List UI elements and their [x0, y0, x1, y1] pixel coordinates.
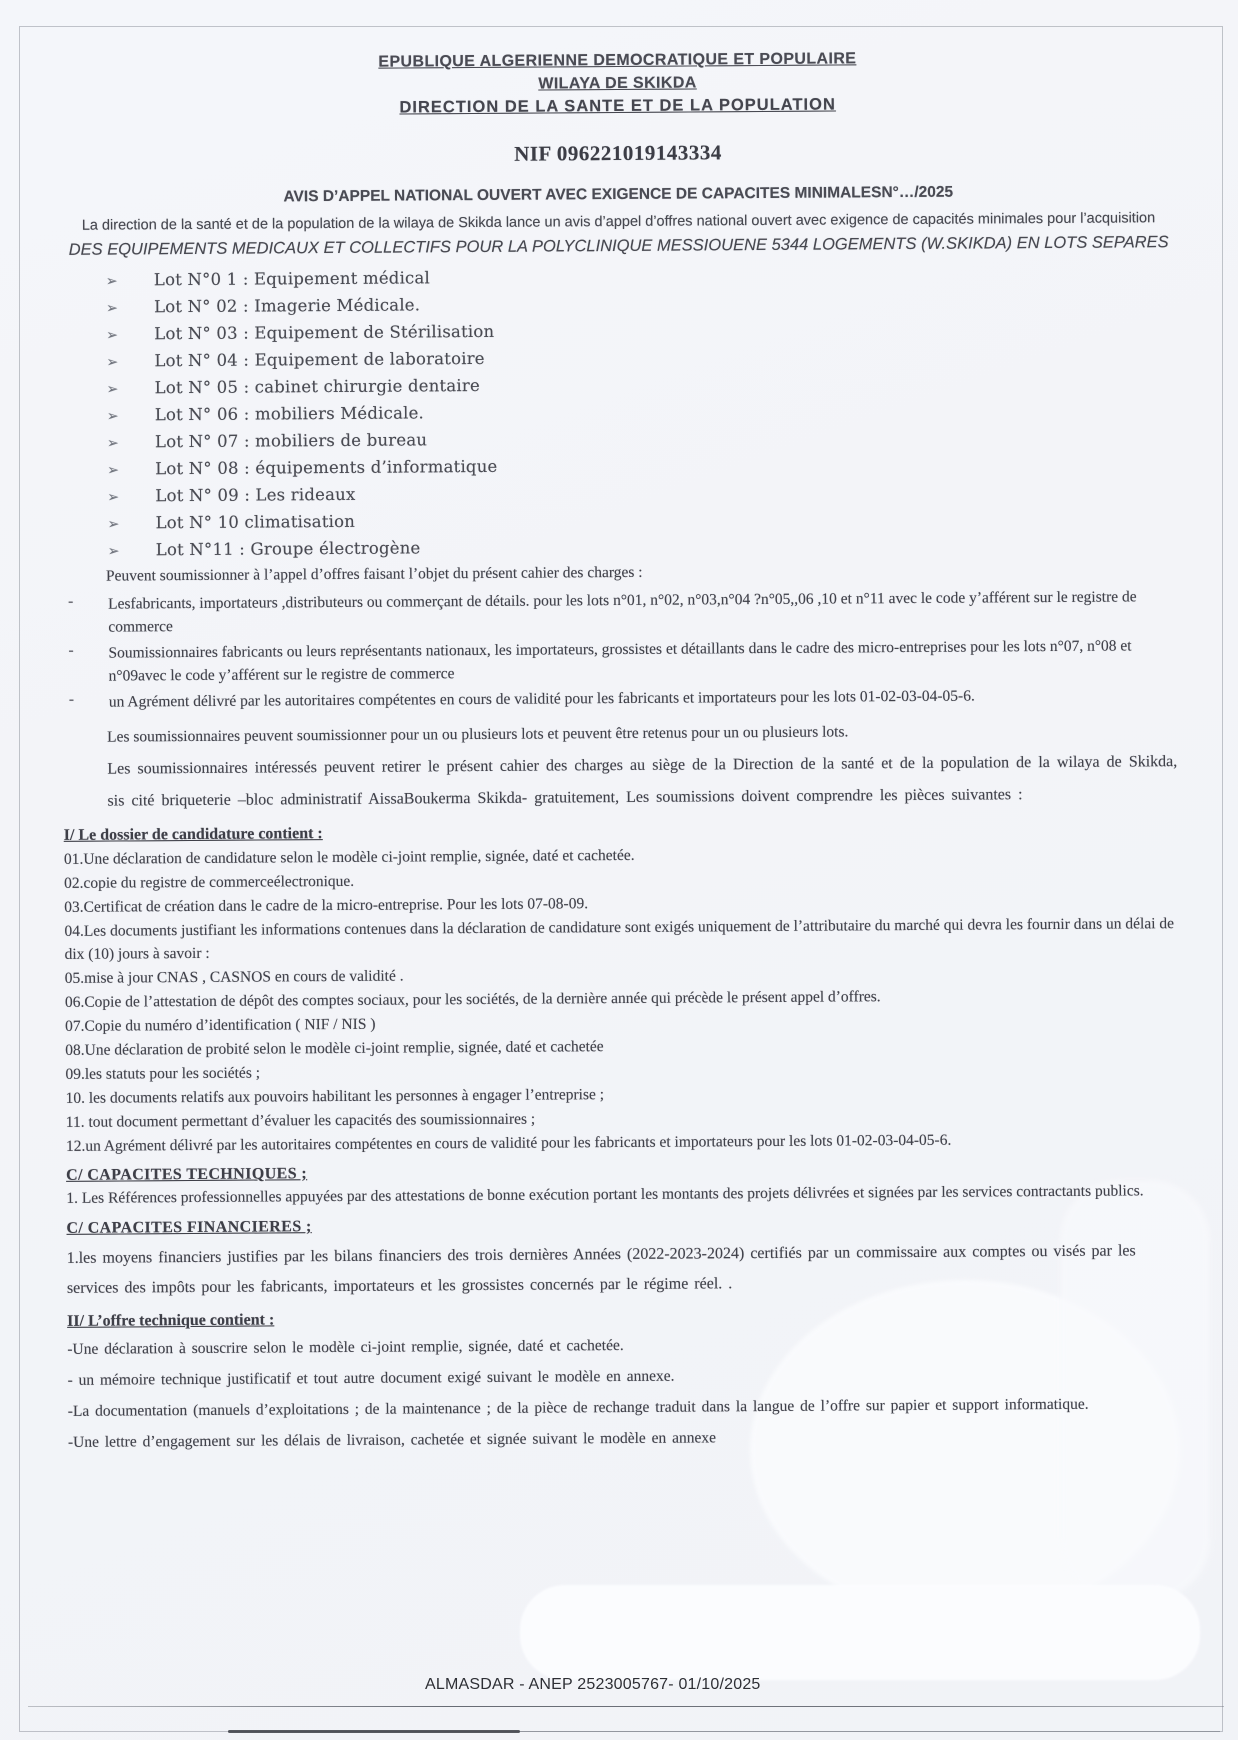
capacites-techniques-text: 1. Les Références professionnelles appuyées par des attestations de bonne exécution portant les montants des projets délivrées et signées par les services contractants publics.: [66, 1182, 1144, 1207]
page-bottom-edge: [228, 1730, 520, 1733]
scan-stain: [520, 1585, 1200, 1680]
offre-technique-item: -Une déclaration à souscrire selon le modèle ci-joint remplie, signée, daté et cachetée.: [67, 1336, 624, 1358]
intro-italic-text: DES EQUIPEMENTS MEDICAUX ET COLLECTIFS POUR LA POLYCLINIQUE MESSIOUENE 5344 LOGEMENTS (W.SKIKDA) EN LOTS SEPARES: [68, 233, 1169, 259]
lot-label: Lot N° 03 : Equipement de Stérilisation: [154, 321, 495, 344]
notice-title: AVIS D’APPEL NATIONAL OUVERT AVEC EXIGENCE DE CAPACITES MINIMALESN°…/2025: [283, 183, 954, 206]
nif-number: NIF 096221019143334: [514, 140, 722, 166]
dash-bullet-icon: -: [68, 592, 74, 610]
offre-technique-item: -La documentation (manuels d’exploitations ; de la maintenance ; de la pièce de rechange traduit dans la langue de l’offre sur papier et support informatique.: [67, 1395, 1089, 1420]
eligibility-item: [62, 634, 1180, 688]
intro-paragraph: [59, 206, 1177, 263]
dash-bullet-icon: -: [68, 690, 75, 708]
lot-item: [106, 317, 1178, 343]
dossier-item: 06.Copie de l’attestation de dépôt des comptes sociaux, pour les sociétés, de la dernière année qui précède le présent appel d’offres.: [64, 988, 881, 1011]
header-wilaya-line: WILAYA DE SKIKDA: [538, 74, 697, 93]
arrow-bullet-icon: ➢: [106, 354, 119, 371]
arrow-bullet-icon: ➢: [107, 489, 120, 506]
paragraph-retrait-cahier: Les soumissionnaires intéressés peuvent retirer le présent cahier des charges au siège de la Direction de la santé et de la population de la wilaya de Skikda, sis cité briqueterie –bloc administratif AissaBoukerma Skikda- gratuitement, Les soumissions doivent comprendre les pièces suivantes :: [107, 753, 1178, 810]
footer-rule: [28, 1706, 1224, 1707]
anep-footer-reference: ALMASDAR - ANEP 2523005767- 01/10/2025: [425, 1676, 761, 1693]
lot-item: [107, 371, 1179, 397]
dossier-item: 08.Une déclaration de probité selon le modèle ci-joint remplie, signée, daté et cachetée: [65, 1038, 604, 1059]
dossier-item: 01.Une déclaration de candidature selon le modèle ci-joint remplie, signée, daté et cachetée.: [63, 846, 635, 868]
arrow-bullet-icon: ➢: [107, 516, 120, 533]
dossier-item: 09.les statuts pour les sociétés ;: [65, 1064, 261, 1083]
dossier-list: [64, 840, 1184, 1158]
lot-item: [108, 533, 1180, 559]
arrow-bullet-icon: ➢: [106, 408, 119, 425]
arrow-bullet-icon: ➢: [106, 327, 119, 344]
lot-label: Lot N° 10 climatisation: [155, 511, 356, 533]
dossier-item: 11. tout document permettant d’évaluer les capacités des soumissionnaires ;: [65, 1110, 536, 1131]
lot-item: [107, 425, 1179, 451]
lot-item: [106, 290, 1178, 316]
eligibility-list: [62, 585, 1181, 714]
lot-label: Lot N° 05 : cabinet chirurgie dentaire: [154, 375, 480, 398]
paragraph-multiple-lots: Les soumissionnaires peuvent soumissionner pour un ou plusieurs lots et peuvent être retenus pour un ou plusieurs lots.: [107, 723, 849, 746]
lot-label: Lot N°11 : Groupe électrogène: [155, 538, 421, 560]
dossier-item: 05.mise à jour CNAS , CASNOS en cours de validité .: [64, 967, 404, 987]
dossier-heading: I/ Le dossier de candidature contient :: [63, 825, 323, 844]
eligibility-intro: Peuvent soumissionner à l’appel d’offres faisant l’objet du présent cahier des charges :: [105, 563, 643, 585]
lot-label: Lot N° 02 : Imagerie Médicale.: [153, 295, 421, 317]
lot-list: [106, 263, 1180, 559]
dossier-item: 07.Copie du numéro d’identification ( NIF / NIS ): [65, 1015, 376, 1035]
eligibility-item-text: Soumissionnaires fabricants ou leurs représentants nationaux, les importateurs, grossistes et détaillants dans le cadre des micro-entreprises pour les lots n°07, n°08 et n°09avec le code y’afférent sur le registre de commerce: [108, 637, 1132, 685]
lot-item: [106, 344, 1178, 370]
eligibility-item: [63, 683, 1181, 714]
lot-item: [106, 263, 1178, 289]
document-header: [58, 46, 1176, 121]
dossier-item: 02.copie du registre de commerceélectronique.: [64, 872, 355, 892]
lot-item: [108, 506, 1180, 532]
arrow-bullet-icon: ➢: [106, 381, 119, 398]
arrow-bullet-icon: ➢: [106, 300, 119, 317]
page-bottom-edge-thin: [520, 1731, 1220, 1732]
lot-label: Lot N°0 1 : Equipement médical: [153, 268, 431, 290]
lot-item: [107, 479, 1179, 505]
capacites-financieres-text: 1.les moyens financiers justifies par les bilans financiers des trois dernières Années (2022-2023-2024) certifiés par un commissaire aux comptes ou visés par les services des impôts pour les fabricants, importateurs et les grossistes concernés par le régime réel. .: [66, 1242, 1136, 1297]
eligibility-item: [62, 585, 1180, 639]
dossier-item: 10. les documents relatifs aux pouvoirs habilitant les personnes à engager l’entreprise ;: [65, 1086, 605, 1107]
arrow-bullet-icon: ➢: [106, 435, 120, 452]
eligibility-item-text: Lesfabricants, importateurs ,distributeurs ou commerçant de détails. pour les lots n°01, n°02, n°03,n°04 ?n°05,,06 ,10 et n°11 avec le code y’afférent sur le registre de commerce: [108, 588, 1137, 636]
lot-item: [107, 452, 1179, 478]
offre-technique-item: -Une lettre d’engagement sur les délais de livraison, cachetée et signée suivant le modèle en annexe: [67, 1429, 717, 1451]
lot-label: Lot N° 07 : mobiliers de bureau: [154, 430, 428, 452]
offre-technique-list: [67, 1329, 1186, 1455]
dossier-item: 12.un Agrément délivré par les autoritaires compétentes en cours de validité pour les fabricants et importateurs pour les lots 01-02-03-04-05-6.: [65, 1131, 952, 1155]
arrow-bullet-icon: ➢: [107, 462, 120, 479]
lot-label: Lot N° 04 : Equipement de laboratoire: [154, 348, 485, 371]
offre-technique-heading: II/ L’offre technique contient :: [67, 1311, 275, 1330]
offre-technique-item: - un mémoire technique justificatif et tout autre document exigé suivant le modèle en annexe.: [67, 1367, 675, 1389]
arrow-bullet-icon: ➢: [107, 543, 120, 560]
lot-label: Lot N° 06 : mobiliers Médicale.: [154, 403, 425, 425]
dash-bullet-icon: -: [68, 641, 74, 659]
eligibility-item-text: un Agrément délivré par les autoritaires compétentes en cours de validité pour les fabricants et importateurs pour les lots 01-02-03-04-05-6.: [108, 687, 975, 711]
capacites-financieres-heading: C/ CAPACITES FINANCIERES ;: [66, 1218, 312, 1237]
dossier-item: 04.Les documents justifiant les informations contenues dans la déclaration de candidature sont exigés uniquement de l’attributaire du marché qui devra les fournir dans un délai de dix (10) jours à savoir :: [64, 915, 1175, 963]
lot-label: Lot N° 08 : équipements d’informatique: [155, 456, 498, 479]
capacites-techniques-heading: C/ CAPACITES TECHNIQUES ;: [66, 1165, 308, 1184]
lot-item: [107, 398, 1179, 424]
lot-label: Lot N° 09 : Les rideaux: [155, 484, 356, 506]
intro-normal-text: La direction de la santé et de la population de la wilaya de Skikda lance un avis d’appel d’offres national ouvert avec exigence de capacités minimales pour l’acquisition: [81, 210, 1156, 234]
header-direction-line: DIRECTION DE LA SANTE ET DE LA POPULATION: [399, 95, 836, 117]
arrow-bullet-icon: ➢: [105, 273, 118, 290]
dossier-item: 03.Certificat de création dans le cadre de la micro-entreprise. Pour les lots 07-08-09.: [64, 895, 589, 916]
header-republic-line: EPUBLIQUE ALGERIENNE DEMOCRATIQUE ET POPULAIRE: [378, 50, 857, 71]
